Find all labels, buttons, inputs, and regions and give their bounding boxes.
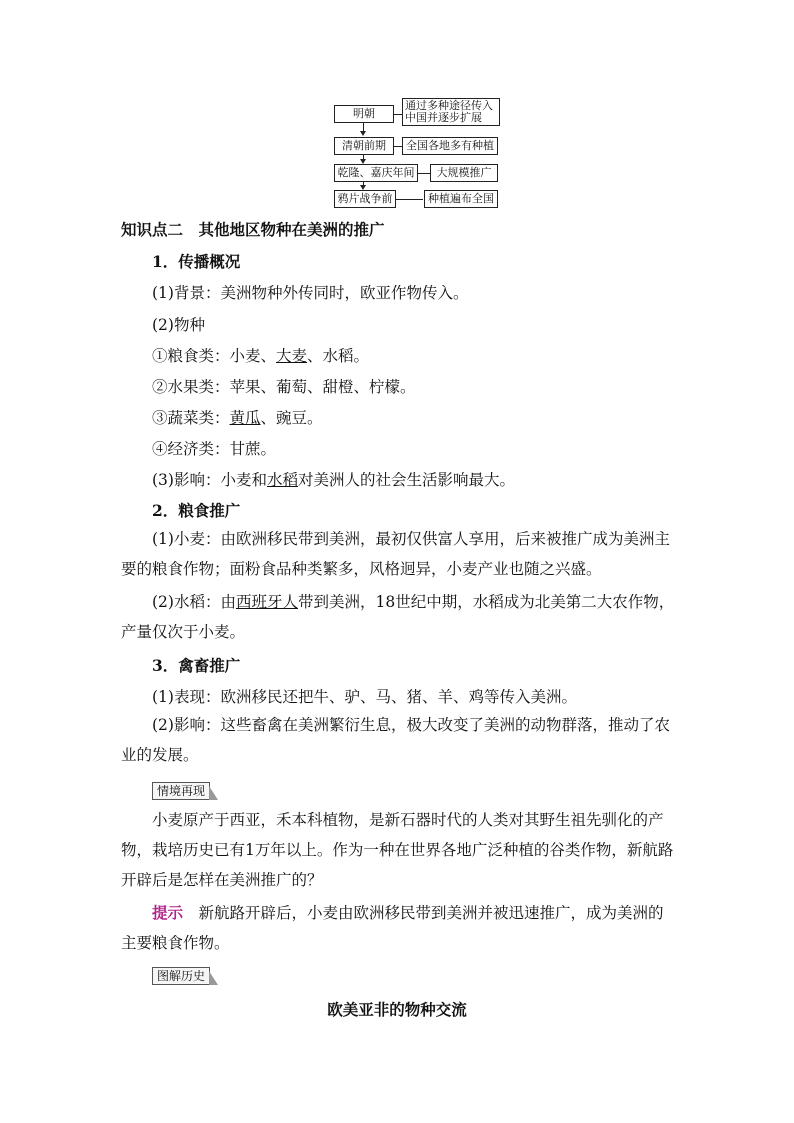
stage-qianlong-jiaqing: 乾隆、嘉庆年间 [334, 164, 418, 182]
rice-paragraph [121, 587, 677, 647]
rice-suffix: 带到美洲，18世纪中期，水稻成为北美第二大农作物，产量仅次于小麦。 [121, 593, 675, 641]
stage-early-qing: 清朝前期 [334, 137, 394, 155]
background-text: (1)背景：美洲物种外传同时，欧亚作物传入。 [152, 284, 469, 302]
impact-suffix: 对美洲人的社会生活影响最大。 [297, 471, 515, 489]
connector [393, 146, 402, 147]
hint-label: 提示 [152, 903, 184, 922]
illustration-tag: 图解历史 [152, 967, 210, 985]
heading-spread: 1．传播概况 [152, 252, 241, 271]
impact-line [152, 468, 708, 490]
result-ming-line2: 中国并逐步扩展 [405, 111, 482, 124]
result-qianlong-jiaqing: 大规模推广 [430, 164, 498, 182]
hint-text: 新航路开辟后，小麦由欧洲移民带到美洲并被迅速推广，成为美洲的主要粮食作物。 [121, 904, 664, 952]
heading-livestock: 3．禽畜推广 [152, 656, 241, 675]
heading-grain: 2．粮食推广 [152, 501, 241, 520]
impact-prefix: (3)影响：小麦和 [152, 471, 267, 489]
grain-prefix: ①粮食类：小麦、 [152, 347, 277, 365]
arrow-down-icon [360, 131, 366, 136]
scenario-tag: 情境再现 [152, 782, 210, 800]
connector [395, 199, 423, 200]
scenario-question: 小麦原产于西亚，禾本科植物，是新石器时代的人类对其野生祖先驯化的产物，栽培历史已有1万年以上。作为一种在世界各地广泛种植的谷类作物，新航路开辟后是怎样在美洲推广的？ [121, 811, 674, 889]
rice-prefix: (2)水稻：由 [152, 593, 236, 611]
veg-prefix: ③蔬菜类： [152, 409, 230, 427]
connector [393, 114, 402, 115]
result-ming-line1: 通过多种途径传入 [405, 99, 493, 112]
vegetable-line [152, 406, 708, 428]
grain-line [152, 344, 708, 366]
veg-suffix: 、豌豆。 [260, 409, 323, 427]
impact-underlined: 水稻 [266, 471, 298, 489]
stage-pre-opium-war: 鸦片战争前 [334, 190, 396, 208]
scenario-hint [121, 898, 677, 958]
result-ming [402, 98, 500, 126]
illustration-title: 欧美亚非的物种交流 [327, 1000, 467, 1019]
result-early-qing: 全国各地多有种植 [402, 137, 498, 155]
grain-underlined: 大麦 [276, 347, 308, 365]
timeline-diagram [330, 97, 500, 207]
connector [417, 173, 430, 174]
species-heading: (2)物种 [152, 316, 205, 334]
rice-underlined: 西班牙人 [235, 593, 298, 611]
wheat-paragraph: (1)小麦：由欧洲移民带到美洲，最初仅供富人享用，后来被推广成为美洲主要的粮食作物；面粉食品种类繁多，风格迥异，小麦产业也随之兴盛。 [121, 530, 670, 578]
livestock-impact: (2)影响：这些畜禽在美洲繁衍生息，极大改变了美洲的动物群落，推动了农业的发展。 [121, 716, 670, 764]
veg-underlined: 黄瓜 [229, 409, 261, 427]
economic-line: ④经济类：甘蔗。 [152, 440, 277, 458]
grain-suffix: 、水稻。 [307, 347, 370, 365]
result-pre-opium-war: 种植遍布全国 [424, 190, 498, 208]
stage-ming: 明朝 [334, 105, 394, 123]
livestock-show: (1)表现：欧洲移民还把牛、驴、马、猪、羊、鸡等传入美洲。 [152, 688, 577, 706]
fruit-line: ②水果类：苹果、葡萄、甜橙、柠檬。 [152, 378, 416, 396]
section-title: 知识点二 其他地区物种在美洲的推广 [121, 220, 385, 239]
